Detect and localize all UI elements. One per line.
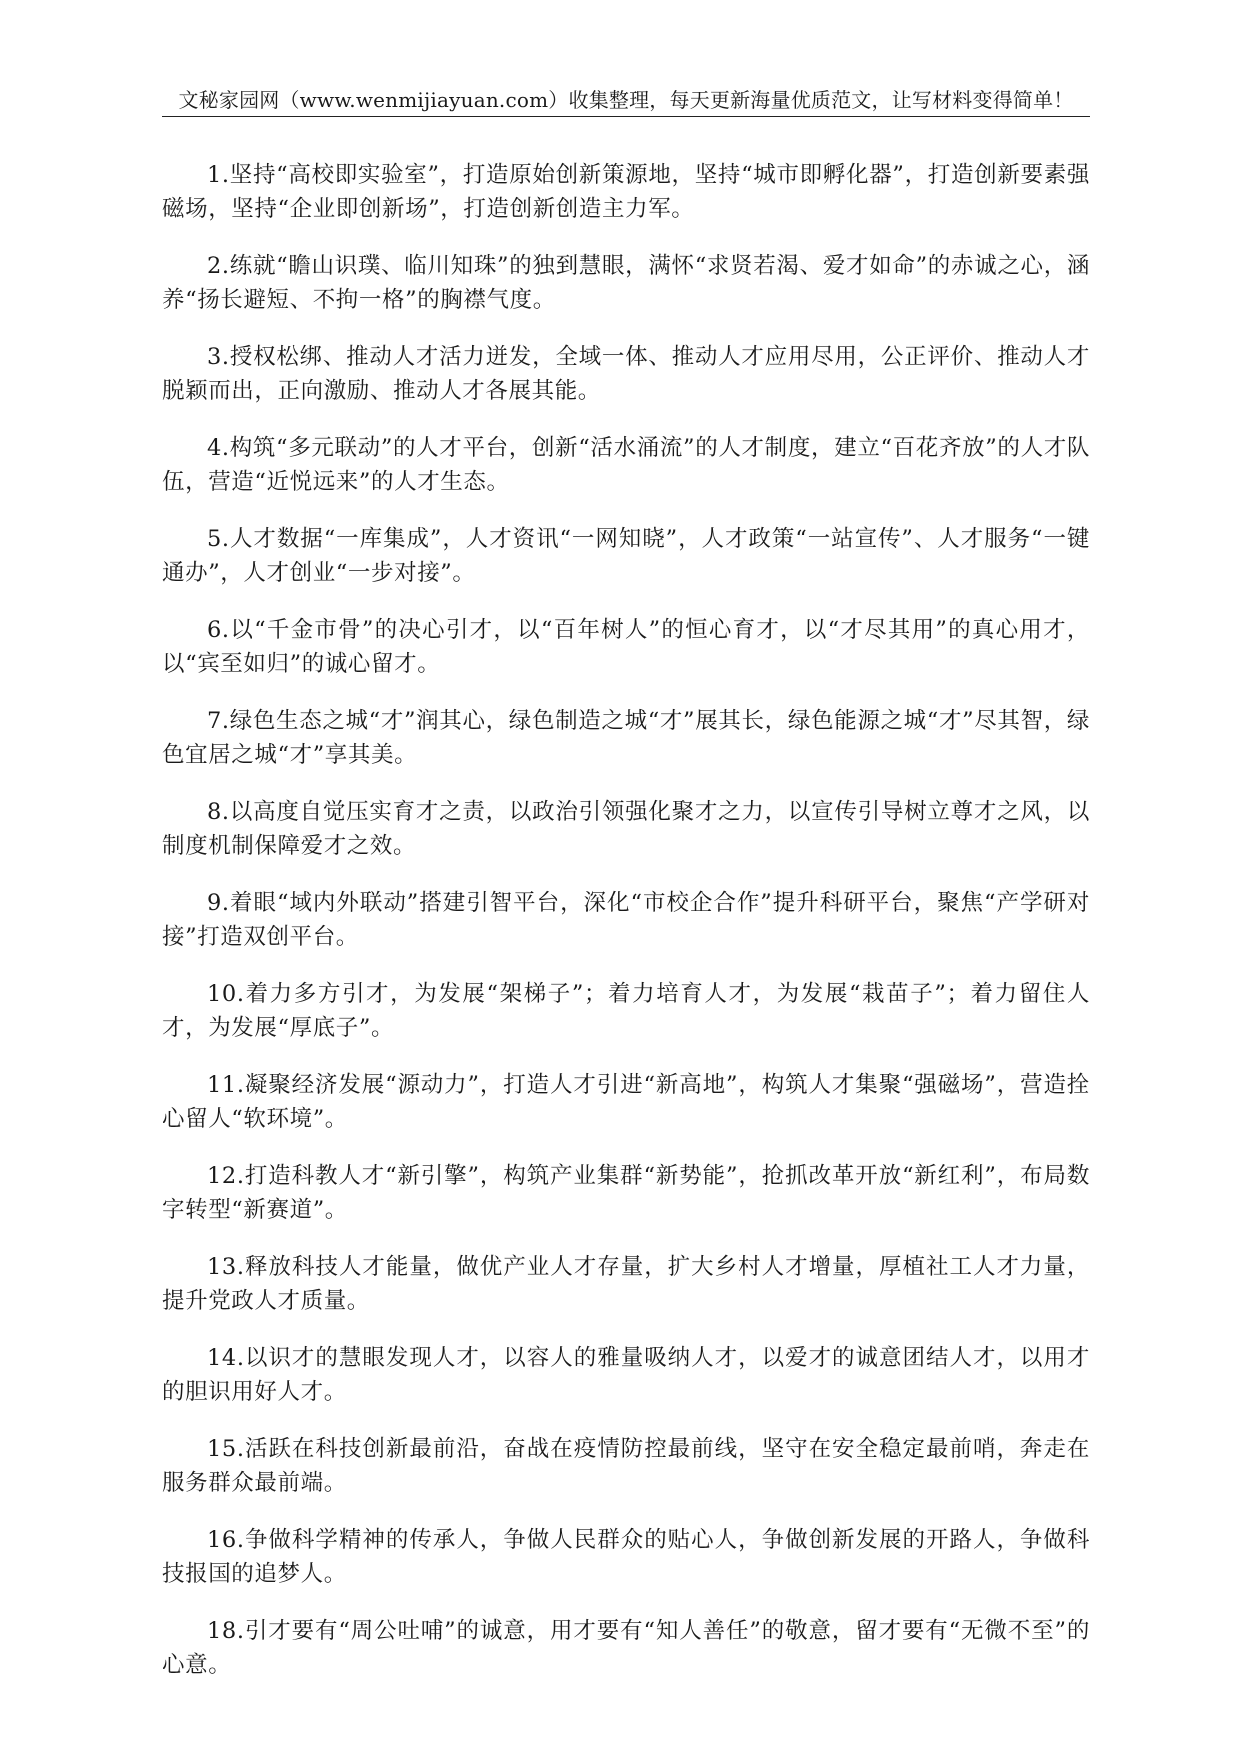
list-item: 3.授权松绑、推动人才活力迸发，全域一体、推动人才应用尽用，公正评价、推动人才脱颖而出，正向激励、推动人才各展其能。 [162,344,1090,404]
list-item: 7.绿色生态之城“才”润其心，绿色制造之城“才”展其长，绿色能源之城“才”尽其智，绿色宜居之城“才”享其美。 [162,708,1090,768]
list-item: 13.释放科技人才能量，做优产业人才存量，扩大乡村人才增量，厚植社工人才力量，提升党政人才质量。 [162,1254,1090,1314]
list-item: 15.活跃在科技创新最前沿，奋战在疫情防控最前线，坚守在安全稳定最前哨，奔走在服务群众最前端。 [162,1436,1090,1496]
list-item: 18.引才要有“周公吐哺”的诚意，用才要有“知人善任”的敬意，留才要有“无微不至”的心意。 [162,1618,1090,1678]
list-item: 14.以识才的慧眼发现人才，以容人的雅量吸纳人才，以爱才的诚意团结人才，以用才的胆识用好人才。 [162,1345,1090,1405]
list-item: 12.打造科教人才“新引擎”，构筑产业集群“新势能”，抢抓改革开放“新红利”，布局数字转型“新赛道”。 [162,1163,1090,1223]
list-item: 8.以高度自觉压实育才之责，以政治引领强化聚才之力，以宣传引导树立尊才之风，以制度机制保障爱才之效。 [162,799,1090,859]
list-item: 6.以“千金市骨”的决心引才，以“百年树人”的恒心育才，以“才尽其用”的真心用才，以“宾至如归”的诚心留才。 [162,617,1090,677]
list-item: 1.坚持“高校即实验室”，打造原始创新策源地，坚持“城市即孵化器”，打造创新要素强磁场，坚持“企业即创新场”，打造创新创造主力军。 [162,162,1090,222]
list-item: 11.凝聚经济发展“源动力”，打造人才引进“新高地”，构筑人才集聚“强磁场”，营造拴心留人“软环境”。 [162,1072,1090,1132]
list-item: 5.人才数据“一库集成”，人才资讯“一网知晓”，人才政策“一站宣传”、人才服务“一键通办”，人才创业“一步对接”。 [162,526,1090,586]
list-item: 10.着力多方引才，为发展“架梯子”；着力培育人才，为发展“栽苗子”；着力留住人才，为发展“厚底子”。 [162,981,1090,1041]
list-item: 16.争做科学精神的传承人，争做人民群众的贴心人，争做创新发展的开路人，争做科技报国的追梦人。 [162,1527,1090,1587]
list-item: 4.构筑“多元联动”的人才平台，创新“活水涌流”的人才制度，建立“百花齐放”的人才队伍，营造“近悦远来”的人才生态。 [162,435,1090,495]
page-header: 文秘家园网（www.wenmijiayuan.com）收集整理，每天更新海量优质范文，让写材料变得简单！ [162,86,1090,117]
list-item: 2.练就“瞻山识璞、临川知珠”的独到慧眼，满怀“求贤若渴、爱才如命”的赤诚之心，涵养“扬长避短、不拘一格”的胸襟气度。 [162,253,1090,313]
document-body [162,158,1090,1705]
list-item: 9.着眼“域内外联动”搭建引智平台，深化“市校企合作”提升科研平台，聚焦“产学研对接”打造双创平台。 [162,890,1090,950]
